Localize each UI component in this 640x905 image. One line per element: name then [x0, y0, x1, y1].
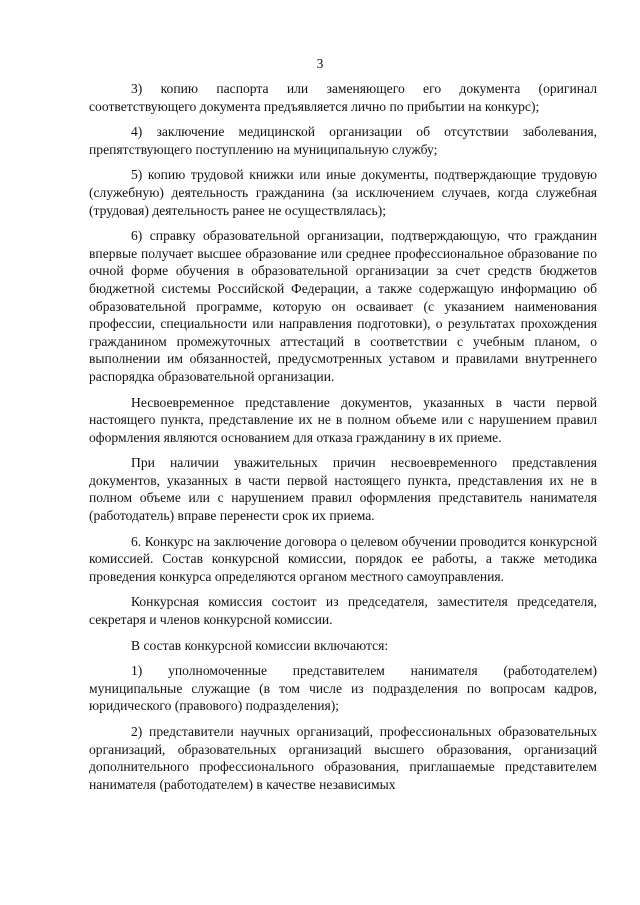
- paragraph: 3) копию паспорта или заменяющего его документа (оригинал соответствующего документа предъявляется лично по прибытии на конкурс);: [89, 81, 597, 114]
- paragraph: 6) справку образовательной организации, подтверждающую, что гражданин впервые получает высшее образование или среднее профессиональное образование по очной форме обучения в образовательной организации за счет средств бюджетов бюджетной системы Российской Федерации, а также содержащую информацию об образовательной программе, которую он осваивает (с указанием наименования профессии, специальности или направления подготовки), о результатах прохождения гражданином промежуточных аттестаций в соответствии с учебным планом, о выполнении им обязанностей, предусмотренных уставом и правилами внутреннего распорядка образовательной организации.: [89, 228, 597, 384]
- paragraph: 2) представители научных организаций, профессиональных образовательных организаций, образовательных организаций высшего образования, организаций дополнительного профессионального образования, приглашаемые представителем нанимателя (работодателем) в качестве независимых: [89, 724, 597, 792]
- paragraph: 1) уполномоченные представителем нанимателя (работодателем) муниципальные служащие (в том числе из подразделения по вопросам кадров, юридического (правового) подразделения);: [89, 663, 597, 714]
- paragraph: Несвоевременное представление документов, указанных в части первой настоящего пункта, представление их не в полном объеме или с нарушением правил оформления являются основанием для отказа гражданину в их приеме.: [89, 394, 597, 445]
- page-number: 3: [316, 56, 324, 71]
- paragraph: 4) заключение медицинской организации об отсутствии заболевания, препятствующего поступлению на муниципальную службу;: [89, 124, 597, 157]
- paragraph: В состав конкурсной комиссии включаются:: [131, 637, 389, 653]
- paragraph: 6. Конкурс на заключение договора о целевом обучении проводится конкурсной комиссией. Состав конкурсной комиссии, порядок ее работы, а также методика проведения конкурса определяются органом местного самоуправления.: [89, 533, 597, 584]
- paragraph: 5) копию трудовой книжки или иные документы, подтверждающие трудовую (служебную) деятельность гражданина (за исключением случаев, когда служебная (трудовая) деятельность ранее не осуществлялась);: [89, 167, 597, 218]
- paragraph: Конкурсная комиссия состоит из председателя, заместителя председателя, секретаря и членов конкурсной комиссии.: [89, 594, 597, 628]
- document-body: [89, 80, 597, 801]
- paragraph: При наличии уважительных причин несвоевременного представления документов, указанных в части первой настоящего пункта, представления их не в полном объеме или с нарушением правил оформления представитель нанимателя (работодатель) вправе перенести срок их приема.: [89, 455, 597, 524]
